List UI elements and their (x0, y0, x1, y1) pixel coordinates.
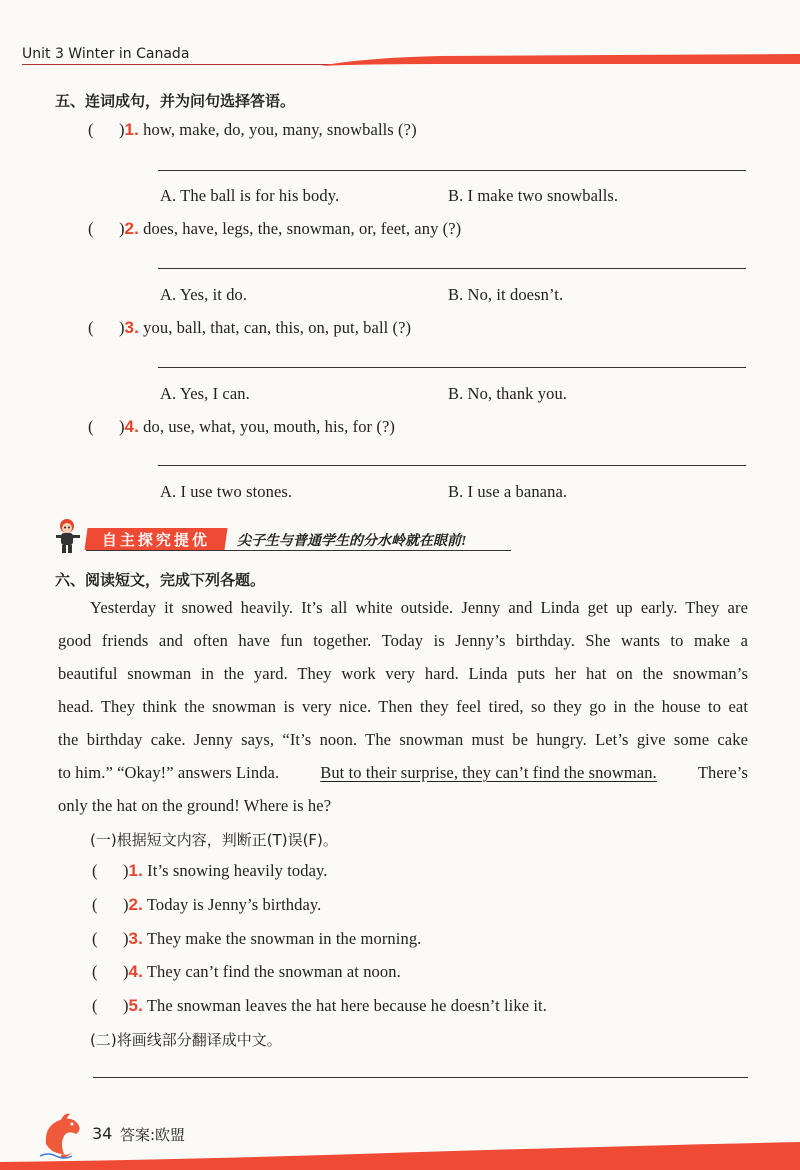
passage-line (58, 763, 748, 783)
question-3 (88, 318, 411, 338)
answer-line-2[interactable] (158, 268, 746, 269)
answer-paren[interactable]: ( ) (88, 417, 125, 436)
item-number: 1. (128, 861, 143, 880)
translation-answer-line[interactable] (93, 1077, 748, 1078)
banner-underline (86, 550, 511, 551)
header-underline (22, 64, 332, 65)
item-text: They make the snowman in the morning. (146, 929, 422, 948)
mascot-icon (52, 516, 86, 556)
option-a: A. Yes, I can. (160, 384, 250, 403)
page-number: 34 (92, 1124, 113, 1143)
footer-accent-bar (0, 1138, 800, 1170)
answer-paren[interactable]: ( ) (88, 120, 125, 139)
item-text: They can’t find the snowman at noon. (146, 962, 401, 981)
answer-line-1[interactable] (158, 170, 746, 171)
item-number: 3. (128, 929, 143, 948)
option-b: B. I make two snowballs. (448, 186, 619, 205)
header-accent-bar (320, 52, 800, 68)
banner-slogan: 尖子生与普通学生的分水岭就在眼前! (237, 534, 467, 549)
passage-line: Yesterday it snowed heavily. It’s all white outside. Jenny and Linda get up early. They are (90, 598, 748, 617)
answer-line-4[interactable] (158, 465, 746, 466)
passage-line: good friends and often have fun together. Today is Jenny’s birthday. She wants to make a (58, 631, 748, 650)
passage-line: the birthday cake. Jenny says, “It’s noon. The snowman must be hungry. Let’s give some cake (58, 730, 748, 749)
answer-label: 答案:欧盟 (120, 1126, 186, 1144)
question-words: do, use, what, you, mouth, his, for (?) (143, 417, 395, 436)
item-number: 4. (128, 962, 143, 981)
banner-label-box (84, 528, 227, 550)
section5-title: 五、连词成句，并为问句选择答语。 (55, 92, 296, 110)
question-words: does, have, legs, the, snowman, or, feet, any (?) (143, 219, 462, 238)
banner-label: 自主探究提优 (101, 530, 210, 549)
question-number: 2. (124, 219, 139, 238)
question-number: 3. (124, 318, 139, 337)
section6-title: 六、阅读短文，完成下列各题。 (55, 571, 266, 589)
passage-text: to him.” “Okay!” answers Linda. (58, 763, 280, 782)
question-2 (88, 219, 461, 239)
option-b: B. No, it doesn’t. (448, 285, 564, 304)
unit-title: Unit 3 Winter in Canada (22, 46, 190, 62)
option-a: A. Yes, it do. (160, 285, 248, 304)
question-number: 1. (124, 120, 139, 139)
tf-item-5 (92, 996, 547, 1016)
part1-title: (一)根据短文内容，判断正(T)误(F)。 (90, 831, 338, 849)
option-a: A. I use two stones. (160, 482, 293, 501)
item-text: Today is Jenny’s birthday. (146, 895, 322, 914)
passage-line: head. They think the snowman is very nice. Then they feel tired, so they go in the house to eat (58, 697, 748, 716)
tf-item-2 (92, 895, 321, 915)
option-b: B. I use a banana. (448, 482, 568, 501)
passage-line: only the hat on the ground! Where is he? (58, 796, 332, 815)
option-a: A. The ball is for his body. (160, 186, 340, 205)
answer-paren[interactable]: ( ) (92, 962, 129, 981)
answer-paren[interactable]: ( ) (92, 861, 129, 880)
answer-paren[interactable]: ( ) (92, 895, 129, 914)
item-number: 5. (128, 996, 143, 1015)
answer-paren[interactable]: ( ) (92, 996, 129, 1015)
tf-item-1 (92, 861, 328, 881)
underlined-sentence: But to their surprise, they can’t find the snowman. (320, 763, 657, 782)
tf-item-4 (92, 962, 401, 982)
answer-paren[interactable]: ( ) (88, 219, 125, 238)
option-b: B. No, thank you. (448, 384, 568, 403)
question-4 (88, 417, 395, 437)
passage-line: beautiful snowman in the yard. They work very hard. Linda puts her hat on the snowman’s (58, 664, 748, 683)
item-text: It’s snowing heavily today. (147, 861, 328, 880)
passage-text: There’s (697, 763, 748, 782)
question-words: how, make, do, you, many, snowballs (?) (143, 120, 417, 139)
question-1 (88, 120, 417, 140)
item-number: 2. (128, 895, 143, 914)
tf-item-3 (92, 929, 421, 949)
part2-title: (二)将画线部分翻译成中文。 (90, 1031, 282, 1049)
answer-paren[interactable]: ( ) (92, 929, 129, 948)
answer-line-3[interactable] (158, 367, 746, 368)
question-number: 4. (124, 417, 139, 436)
item-text: The snowman leaves the hat here because he doesn’t like it. (146, 996, 547, 1015)
question-words: you, ball, that, can, this, on, put, ball (?) (143, 318, 412, 337)
answer-paren[interactable]: ( ) (88, 318, 125, 337)
